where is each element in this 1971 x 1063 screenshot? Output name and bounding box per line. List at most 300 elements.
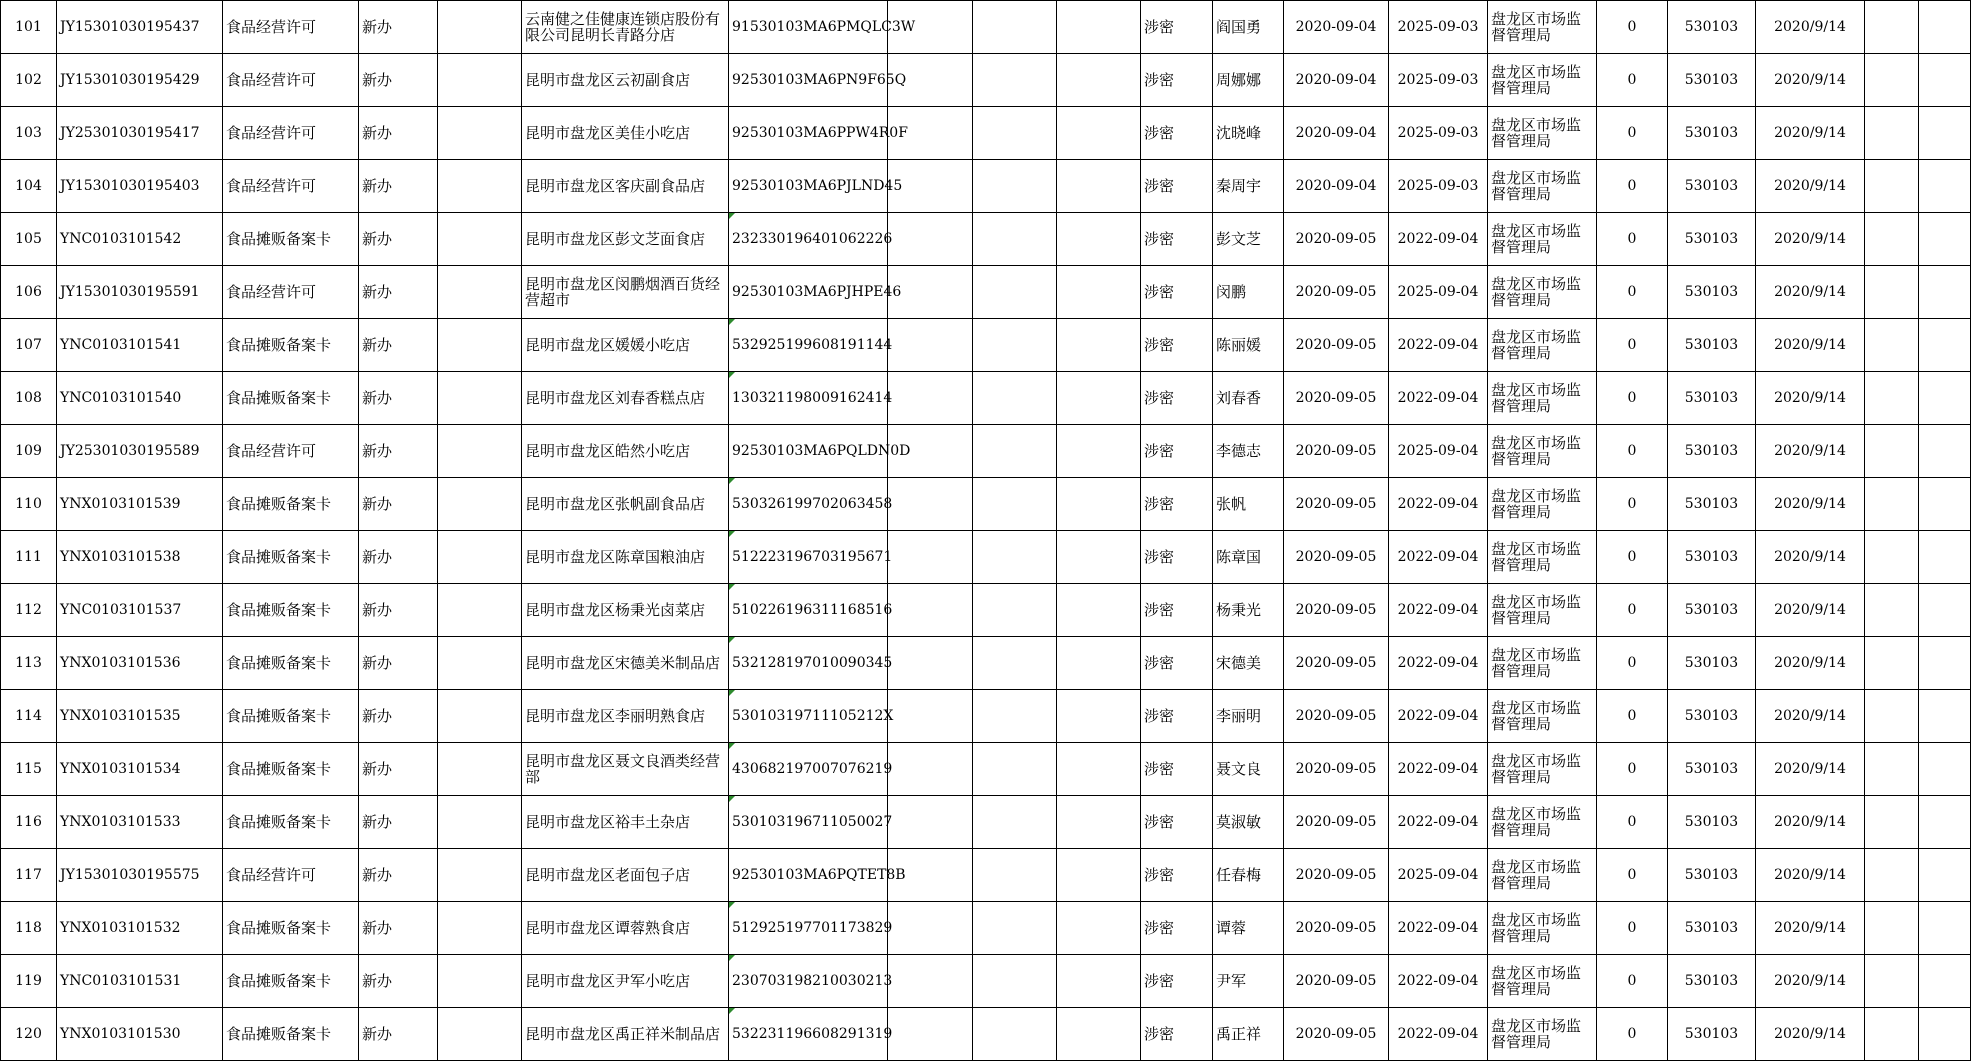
cell-empty[interactable]	[973, 266, 1057, 319]
cell-empty[interactable]	[1057, 531, 1141, 584]
cell-seq[interactable]	[1, 637, 57, 690]
cell-empty[interactable]	[973, 54, 1057, 107]
cell-business-name[interactable]	[522, 266, 729, 319]
cell-license-type[interactable]	[223, 849, 359, 902]
cell-empty[interactable]	[1865, 1, 1919, 54]
cell-status[interactable]	[1597, 902, 1668, 955]
cell-update-date[interactable]	[1756, 107, 1865, 160]
cell-person[interactable]	[1213, 266, 1284, 319]
cell-empty[interactable]	[1057, 54, 1141, 107]
cell-status[interactable]	[1597, 955, 1668, 1008]
cell-start-date[interactable]	[1284, 955, 1389, 1008]
cell-seq[interactable]	[1, 796, 57, 849]
cell-credit-code[interactable]	[729, 743, 893, 796]
cell-empty[interactable]	[1919, 319, 1971, 372]
cell-authority[interactable]	[1488, 584, 1597, 637]
cell-action[interactable]	[359, 54, 438, 107]
cell-business-name[interactable]	[522, 743, 729, 796]
cell-business-name[interactable]	[522, 902, 729, 955]
cell-credit-code[interactable]	[729, 531, 893, 584]
cell-license-no[interactable]	[57, 160, 223, 213]
cell-empty[interactable]	[438, 266, 522, 319]
cell-secret[interactable]	[1141, 1008, 1213, 1061]
cell-license-type[interactable]	[223, 796, 359, 849]
cell-region-code[interactable]	[1668, 796, 1756, 849]
cell-action[interactable]	[359, 637, 438, 690]
cell-authority[interactable]	[1488, 213, 1597, 266]
cell-seq[interactable]	[1, 478, 57, 531]
cell-start-date[interactable]	[1284, 1, 1389, 54]
cell-empty[interactable]	[1057, 266, 1141, 319]
cell-region-code[interactable]	[1668, 213, 1756, 266]
cell-credit-code[interactable]	[729, 54, 907, 107]
cell-end-date[interactable]	[1389, 743, 1488, 796]
cell-empty[interactable]	[1919, 531, 1971, 584]
cell-empty[interactable]	[888, 902, 973, 955]
cell-empty[interactable]	[1865, 266, 1919, 319]
cell-empty[interactable]	[438, 319, 522, 372]
cell-license-no[interactable]	[57, 319, 223, 372]
cell-license-no[interactable]	[57, 1, 223, 54]
cell-empty[interactable]	[1865, 160, 1919, 213]
cell-end-date[interactable]	[1389, 107, 1488, 160]
cell-business-name[interactable]	[522, 690, 729, 743]
cell-empty[interactable]	[973, 478, 1057, 531]
cell-license-type[interactable]	[223, 690, 359, 743]
cell-end-date[interactable]	[1389, 637, 1488, 690]
cell-update-date[interactable]	[1756, 849, 1865, 902]
cell-license-type[interactable]	[223, 743, 359, 796]
cell-business-name[interactable]	[522, 160, 729, 213]
cell-empty[interactable]	[973, 796, 1057, 849]
cell-end-date[interactable]	[1389, 319, 1488, 372]
cell-empty[interactable]	[973, 531, 1057, 584]
cell-credit-code[interactable]	[729, 796, 893, 849]
cell-business-name[interactable]	[522, 54, 729, 107]
cell-credit-code[interactable]	[729, 213, 893, 266]
cell-start-date[interactable]	[1284, 213, 1389, 266]
cell-empty[interactable]	[973, 955, 1057, 1008]
cell-secret[interactable]	[1141, 796, 1213, 849]
cell-action[interactable]	[359, 319, 438, 372]
cell-empty[interactable]	[1865, 743, 1919, 796]
cell-update-date[interactable]	[1756, 637, 1865, 690]
cell-empty[interactable]	[1919, 54, 1971, 107]
cell-empty[interactable]	[1057, 690, 1141, 743]
cell-secret[interactable]	[1141, 690, 1213, 743]
cell-action[interactable]	[359, 1008, 438, 1061]
cell-action[interactable]	[359, 796, 438, 849]
cell-license-type[interactable]	[223, 637, 359, 690]
cell-empty[interactable]	[1919, 849, 1971, 902]
cell-seq[interactable]	[1, 54, 57, 107]
cell-secret[interactable]	[1141, 584, 1213, 637]
cell-end-date[interactable]	[1389, 849, 1488, 902]
cell-update-date[interactable]	[1756, 266, 1865, 319]
cell-end-date[interactable]	[1389, 372, 1488, 425]
cell-action[interactable]	[359, 531, 438, 584]
cell-empty[interactable]	[1057, 955, 1141, 1008]
cell-business-name[interactable]	[522, 584, 729, 637]
cell-action[interactable]	[359, 1, 438, 54]
cell-empty[interactable]	[1865, 425, 1919, 478]
cell-status[interactable]	[1597, 107, 1668, 160]
cell-license-type[interactable]	[223, 213, 359, 266]
cell-credit-code[interactable]	[729, 478, 893, 531]
cell-secret[interactable]	[1141, 955, 1213, 1008]
cell-empty[interactable]	[1057, 107, 1141, 160]
cell-credit-code[interactable]	[729, 160, 903, 213]
cell-secret[interactable]	[1141, 319, 1213, 372]
cell-empty[interactable]	[888, 849, 973, 902]
cell-authority[interactable]	[1488, 902, 1597, 955]
cell-person[interactable]	[1213, 107, 1284, 160]
cell-business-name[interactable]	[522, 1, 729, 54]
cell-license-no[interactable]	[57, 796, 223, 849]
cell-empty[interactable]	[1919, 637, 1971, 690]
cell-empty[interactable]	[1057, 213, 1141, 266]
cell-empty[interactable]	[888, 1, 973, 54]
cell-empty[interactable]	[888, 107, 973, 160]
cell-region-code[interactable]	[1668, 478, 1756, 531]
cell-status[interactable]	[1597, 1008, 1668, 1061]
cell-person[interactable]	[1213, 478, 1284, 531]
cell-empty[interactable]	[1865, 1008, 1919, 1061]
cell-empty[interactable]	[973, 425, 1057, 478]
cell-action[interactable]	[359, 160, 438, 213]
cell-authority[interactable]	[1488, 266, 1597, 319]
cell-region-code[interactable]	[1668, 107, 1756, 160]
cell-empty[interactable]	[438, 107, 522, 160]
cell-license-no[interactable]	[57, 478, 223, 531]
cell-action[interactable]	[359, 266, 438, 319]
cell-empty[interactable]	[1865, 213, 1919, 266]
cell-seq[interactable]	[1, 160, 57, 213]
cell-empty[interactable]	[888, 690, 973, 743]
cell-secret[interactable]	[1141, 160, 1213, 213]
cell-status[interactable]	[1597, 743, 1668, 796]
cell-authority[interactable]	[1488, 637, 1597, 690]
cell-person[interactable]	[1213, 1008, 1284, 1061]
cell-credit-code[interactable]	[729, 637, 893, 690]
cell-credit-code[interactable]	[729, 955, 893, 1008]
cell-empty[interactable]	[438, 902, 522, 955]
cell-start-date[interactable]	[1284, 902, 1389, 955]
cell-business-name[interactable]	[522, 531, 729, 584]
cell-status[interactable]	[1597, 849, 1668, 902]
cell-empty[interactable]	[1057, 902, 1141, 955]
cell-empty[interactable]	[1057, 160, 1141, 213]
cell-update-date[interactable]	[1756, 690, 1865, 743]
cell-empty[interactable]	[1919, 955, 1971, 1008]
cell-secret[interactable]	[1141, 213, 1213, 266]
cell-status[interactable]	[1597, 690, 1668, 743]
cell-secret[interactable]	[1141, 902, 1213, 955]
cell-empty[interactable]	[438, 425, 522, 478]
cell-action[interactable]	[359, 372, 438, 425]
cell-business-name[interactable]	[522, 1008, 729, 1061]
cell-empty[interactable]	[1919, 425, 1971, 478]
cell-license-type[interactable]	[223, 107, 359, 160]
cell-license-no[interactable]	[57, 213, 223, 266]
cell-update-date[interactable]	[1756, 1008, 1865, 1061]
cell-person[interactable]	[1213, 743, 1284, 796]
cell-region-code[interactable]	[1668, 372, 1756, 425]
cell-status[interactable]	[1597, 1, 1668, 54]
cell-empty[interactable]	[1057, 1, 1141, 54]
cell-empty[interactable]	[888, 372, 973, 425]
cell-business-name[interactable]	[522, 107, 729, 160]
cell-action[interactable]	[359, 478, 438, 531]
cell-empty[interactable]	[888, 478, 973, 531]
cell-empty[interactable]	[888, 637, 973, 690]
cell-empty[interactable]	[1865, 54, 1919, 107]
cell-end-date[interactable]	[1389, 425, 1488, 478]
cell-empty[interactable]	[888, 584, 973, 637]
cell-empty[interactable]	[1919, 1008, 1971, 1061]
cell-license-no[interactable]	[57, 266, 223, 319]
cell-license-type[interactable]	[223, 902, 359, 955]
cell-region-code[interactable]	[1668, 1, 1756, 54]
cell-start-date[interactable]	[1284, 743, 1389, 796]
cell-license-type[interactable]	[223, 955, 359, 1008]
cell-start-date[interactable]	[1284, 319, 1389, 372]
cell-empty[interactable]	[438, 955, 522, 1008]
cell-secret[interactable]	[1141, 743, 1213, 796]
cell-end-date[interactable]	[1389, 478, 1488, 531]
cell-end-date[interactable]	[1389, 955, 1488, 1008]
cell-empty[interactable]	[1865, 372, 1919, 425]
cell-empty[interactable]	[1919, 160, 1971, 213]
cell-authority[interactable]	[1488, 955, 1597, 1008]
cell-region-code[interactable]	[1668, 743, 1756, 796]
cell-status[interactable]	[1597, 266, 1668, 319]
cell-secret[interactable]	[1141, 266, 1213, 319]
cell-empty[interactable]	[438, 1008, 522, 1061]
cell-license-no[interactable]	[57, 425, 223, 478]
cell-empty[interactable]	[1865, 531, 1919, 584]
cell-empty[interactable]	[438, 1, 522, 54]
cell-seq[interactable]	[1, 531, 57, 584]
cell-person[interactable]	[1213, 531, 1284, 584]
cell-business-name[interactable]	[522, 955, 729, 1008]
cell-authority[interactable]	[1488, 1008, 1597, 1061]
cell-authority[interactable]	[1488, 372, 1597, 425]
cell-secret[interactable]	[1141, 54, 1213, 107]
cell-seq[interactable]	[1, 213, 57, 266]
cell-person[interactable]	[1213, 690, 1284, 743]
cell-person[interactable]	[1213, 319, 1284, 372]
cell-empty[interactable]	[888, 796, 973, 849]
cell-license-no[interactable]	[57, 902, 223, 955]
cell-seq[interactable]	[1, 107, 57, 160]
cell-action[interactable]	[359, 690, 438, 743]
cell-empty[interactable]	[973, 160, 1057, 213]
cell-end-date[interactable]	[1389, 1008, 1488, 1061]
cell-person[interactable]	[1213, 213, 1284, 266]
cell-business-name[interactable]	[522, 478, 729, 531]
cell-region-code[interactable]	[1668, 160, 1756, 213]
cell-seq[interactable]	[1, 266, 57, 319]
cell-secret[interactable]	[1141, 849, 1213, 902]
cell-license-no[interactable]	[57, 849, 223, 902]
cell-authority[interactable]	[1488, 531, 1597, 584]
cell-credit-code[interactable]	[729, 319, 893, 372]
cell-empty[interactable]	[1057, 372, 1141, 425]
cell-person[interactable]	[1213, 160, 1284, 213]
cell-empty[interactable]	[973, 107, 1057, 160]
cell-region-code[interactable]	[1668, 849, 1756, 902]
cell-region-code[interactable]	[1668, 531, 1756, 584]
cell-end-date[interactable]	[1389, 1, 1488, 54]
cell-secret[interactable]	[1141, 1, 1213, 54]
cell-authority[interactable]	[1488, 743, 1597, 796]
cell-update-date[interactable]	[1756, 743, 1865, 796]
cell-end-date[interactable]	[1389, 902, 1488, 955]
cell-empty[interactable]	[1919, 478, 1971, 531]
cell-status[interactable]	[1597, 425, 1668, 478]
cell-status[interactable]	[1597, 637, 1668, 690]
cell-license-no[interactable]	[57, 584, 223, 637]
cell-update-date[interactable]	[1756, 1, 1865, 54]
cell-empty[interactable]	[1865, 955, 1919, 1008]
cell-region-code[interactable]	[1668, 955, 1756, 1008]
cell-seq[interactable]	[1, 1008, 57, 1061]
cell-action[interactable]	[359, 584, 438, 637]
cell-empty[interactable]	[1919, 796, 1971, 849]
cell-update-date[interactable]	[1756, 160, 1865, 213]
cell-update-date[interactable]	[1756, 478, 1865, 531]
cell-empty[interactable]	[888, 266, 973, 319]
cell-empty[interactable]	[888, 425, 973, 478]
cell-empty[interactable]	[888, 160, 973, 213]
cell-authority[interactable]	[1488, 849, 1597, 902]
cell-credit-code[interactable]	[729, 1, 916, 54]
cell-empty[interactable]	[973, 690, 1057, 743]
cell-license-type[interactable]	[223, 531, 359, 584]
cell-update-date[interactable]	[1756, 372, 1865, 425]
cell-business-name[interactable]	[522, 796, 729, 849]
cell-authority[interactable]	[1488, 425, 1597, 478]
cell-empty[interactable]	[1919, 902, 1971, 955]
cell-seq[interactable]	[1, 902, 57, 955]
cell-empty[interactable]	[1057, 849, 1141, 902]
cell-start-date[interactable]	[1284, 425, 1389, 478]
cell-status[interactable]	[1597, 54, 1668, 107]
cell-empty[interactable]	[888, 213, 973, 266]
cell-empty[interactable]	[1865, 319, 1919, 372]
cell-empty[interactable]	[1865, 584, 1919, 637]
cell-license-no[interactable]	[57, 1008, 223, 1061]
cell-update-date[interactable]	[1756, 213, 1865, 266]
cell-empty[interactable]	[1919, 584, 1971, 637]
cell-action[interactable]	[359, 849, 438, 902]
cell-empty[interactable]	[888, 1008, 973, 1061]
cell-empty[interactable]	[438, 372, 522, 425]
cell-credit-code[interactable]	[729, 372, 893, 425]
cell-end-date[interactable]	[1389, 266, 1488, 319]
cell-update-date[interactable]	[1756, 319, 1865, 372]
cell-credit-code[interactable]	[729, 849, 906, 902]
cell-secret[interactable]	[1141, 107, 1213, 160]
cell-update-date[interactable]	[1756, 796, 1865, 849]
cell-empty[interactable]	[973, 319, 1057, 372]
cell-start-date[interactable]	[1284, 266, 1389, 319]
cell-status[interactable]	[1597, 531, 1668, 584]
cell-secret[interactable]	[1141, 372, 1213, 425]
cell-seq[interactable]	[1, 1, 57, 54]
cell-status[interactable]	[1597, 584, 1668, 637]
cell-status[interactable]	[1597, 319, 1668, 372]
cell-license-no[interactable]	[57, 54, 223, 107]
cell-license-type[interactable]	[223, 160, 359, 213]
cell-region-code[interactable]	[1668, 266, 1756, 319]
cell-license-type[interactable]	[223, 54, 359, 107]
cell-seq[interactable]	[1, 584, 57, 637]
cell-credit-code[interactable]	[729, 1008, 893, 1061]
cell-start-date[interactable]	[1284, 637, 1389, 690]
cell-business-name[interactable]	[522, 213, 729, 266]
cell-empty[interactable]	[438, 478, 522, 531]
cell-start-date[interactable]	[1284, 531, 1389, 584]
cell-empty[interactable]	[888, 54, 973, 107]
cell-seq[interactable]	[1, 955, 57, 1008]
cell-status[interactable]	[1597, 372, 1668, 425]
cell-empty[interactable]	[438, 743, 522, 796]
cell-license-type[interactable]	[223, 1008, 359, 1061]
cell-empty[interactable]	[1865, 849, 1919, 902]
cell-end-date[interactable]	[1389, 531, 1488, 584]
cell-empty[interactable]	[1919, 372, 1971, 425]
cell-license-no[interactable]	[57, 531, 223, 584]
cell-end-date[interactable]	[1389, 690, 1488, 743]
cell-person[interactable]	[1213, 584, 1284, 637]
cell-person[interactable]	[1213, 425, 1284, 478]
cell-empty[interactable]	[973, 1, 1057, 54]
cell-end-date[interactable]	[1389, 584, 1488, 637]
cell-license-type[interactable]	[223, 1, 359, 54]
cell-business-name[interactable]	[522, 425, 729, 478]
cell-authority[interactable]	[1488, 319, 1597, 372]
cell-start-date[interactable]	[1284, 478, 1389, 531]
cell-seq[interactable]	[1, 690, 57, 743]
cell-seq[interactable]	[1, 849, 57, 902]
cell-empty[interactable]	[438, 584, 522, 637]
cell-empty[interactable]	[1057, 319, 1141, 372]
cell-update-date[interactable]	[1756, 584, 1865, 637]
cell-license-no[interactable]	[57, 743, 223, 796]
cell-person[interactable]	[1213, 955, 1284, 1008]
cell-empty[interactable]	[1919, 743, 1971, 796]
cell-person[interactable]	[1213, 849, 1284, 902]
cell-secret[interactable]	[1141, 531, 1213, 584]
cell-license-type[interactable]	[223, 478, 359, 531]
cell-start-date[interactable]	[1284, 584, 1389, 637]
cell-empty[interactable]	[888, 319, 973, 372]
cell-empty[interactable]	[973, 637, 1057, 690]
cell-person[interactable]	[1213, 637, 1284, 690]
cell-region-code[interactable]	[1668, 1008, 1756, 1061]
cell-empty[interactable]	[1919, 213, 1971, 266]
cell-seq[interactable]	[1, 743, 57, 796]
cell-start-date[interactable]	[1284, 107, 1389, 160]
cell-credit-code[interactable]	[729, 266, 902, 319]
cell-license-no[interactable]	[57, 637, 223, 690]
cell-region-code[interactable]	[1668, 319, 1756, 372]
cell-action[interactable]	[359, 107, 438, 160]
cell-empty[interactable]	[1057, 796, 1141, 849]
cell-license-type[interactable]	[223, 425, 359, 478]
